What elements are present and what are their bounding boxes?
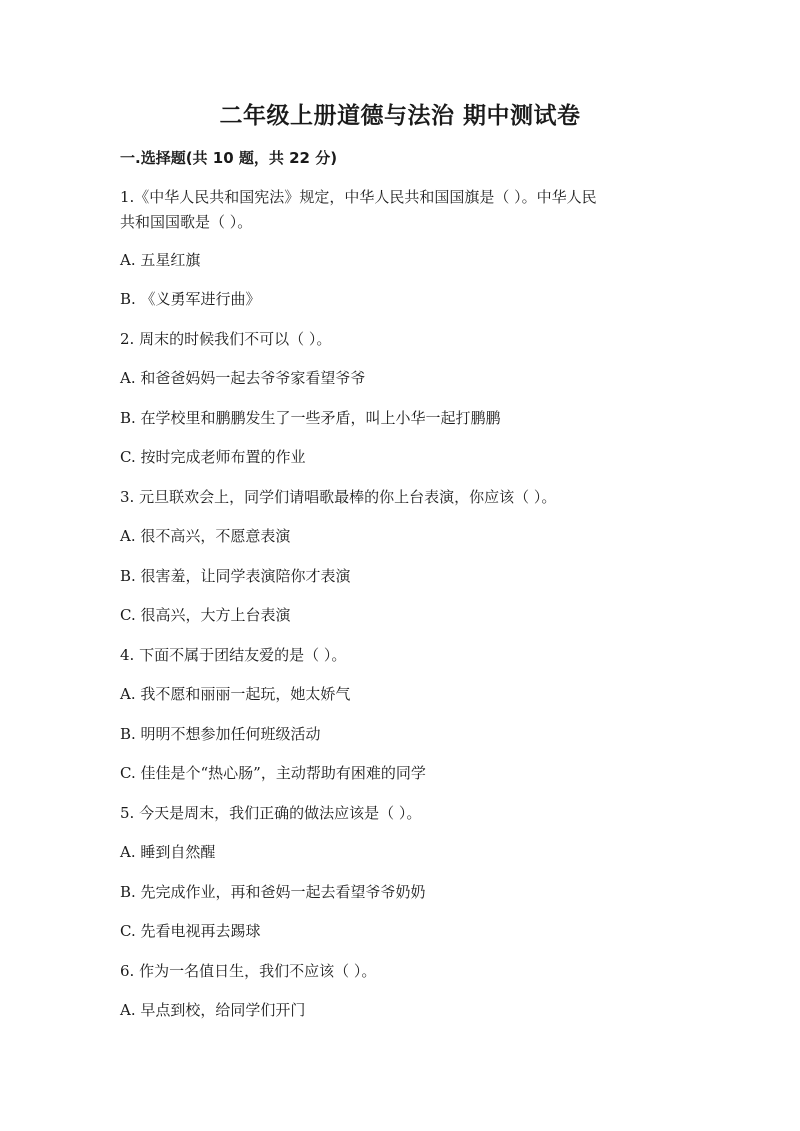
question-4-stem: 4. 下面不属于团结友爱的是（ ）。 (120, 646, 347, 664)
question-5-option-c: C. 先看电视再去踢球 (120, 922, 261, 940)
section-heading: 一.选择题(共 10 题，共 22 分) (120, 149, 338, 167)
question-2-stem: 2. 周末的时候我们不可以（ ）。 (120, 330, 332, 348)
exam-title: 二年级上册道德与法治 期中测试卷 (219, 103, 581, 129)
question-6-stem: 6. 作为一名值日生，我们不应该（ ）。 (120, 962, 377, 980)
question-3-stem: 3. 元旦联欢会上，同学们请唱歌最棒的你上台表演，你应该（ ）。 (120, 488, 557, 506)
question-3-option-c: C. 很高兴，大方上台表演 (120, 606, 291, 624)
question-3-option-a: A. 很不高兴，不愿意表演 (120, 527, 291, 545)
question-5-option-a: A. 睡到自然醒 (120, 843, 216, 861)
question-5-option-b: B. 先完成作业，再和爸妈一起去看望爷爷奶奶 (120, 883, 426, 901)
question-2-option-b: B. 在学校里和鹏鹏发生了一些矛盾，叫上小华一起打鹏鹏 (120, 409, 501, 427)
question-4-option-c: C. 佳佳是个“热心肠”，主动帮助有困难的同学 (120, 764, 426, 782)
question-4-option-a: A. 我不愿和丽丽一起玩，她太娇气 (120, 685, 351, 703)
question-6-option-a: A. 早点到校，给同学们开门 (120, 1001, 306, 1019)
question-1-stem-line-2: 共和国国歌是（ ）。 (120, 213, 253, 231)
question-1-stem-line-1: 1.《中华人民共和国宪法》规定，中华人民共和国国旗是（ ）。中华人民 (120, 188, 597, 206)
question-1-option-a: A. 五星红旗 (120, 251, 201, 269)
question-4-option-b: B. 明明不想参加任何班级活动 (120, 725, 321, 743)
question-2-option-a: A. 和爸爸妈妈一起去爷爷家看望爷爷 (120, 369, 366, 387)
question-3-option-b: B. 很害羞，让同学表演陪你才表演 (120, 567, 351, 585)
question-1-option-b: B. 《义勇军进行曲》 (120, 290, 261, 308)
question-5-stem: 5. 今天是周末，我们正确的做法应该是（ ）。 (120, 804, 422, 822)
question-2-option-c: C. 按时完成老师布置的作业 (120, 448, 306, 466)
